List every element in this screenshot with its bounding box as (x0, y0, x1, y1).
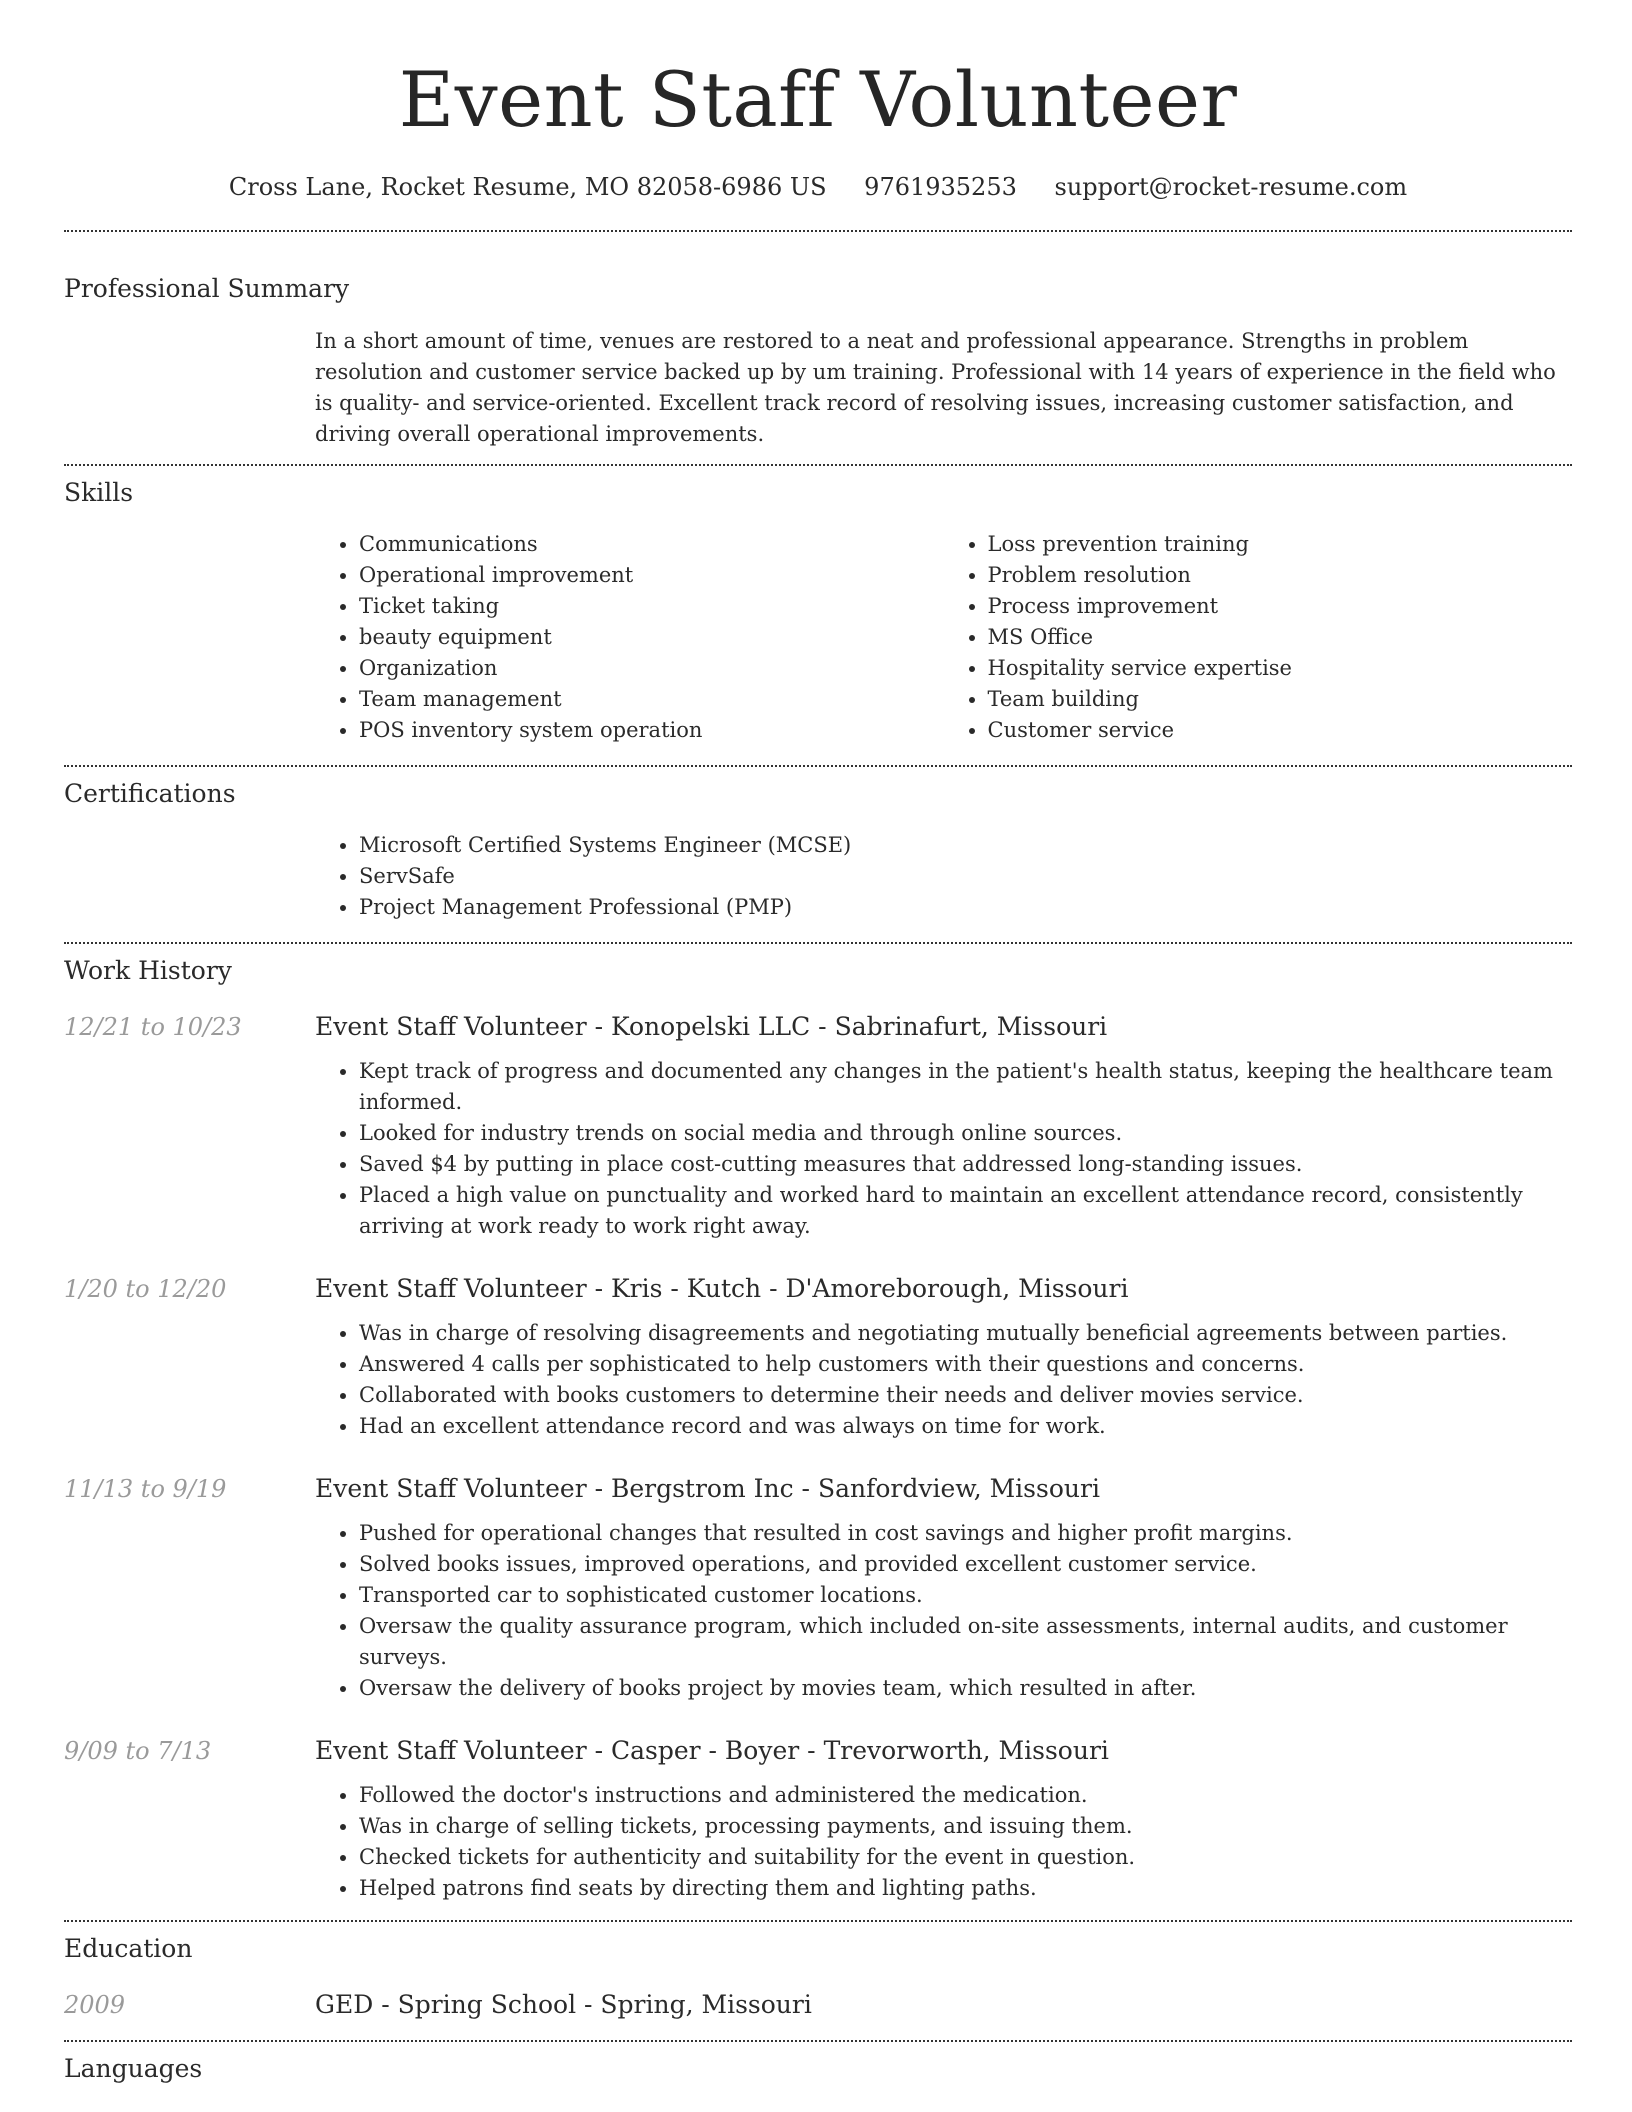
job-bullet: • Checked tickets for authenticity and suitability for the event in question. (359, 1842, 1572, 1873)
education-year: 2009 (64, 1991, 126, 2019)
contact-email: support@rocket-resume.com (1054, 173, 1408, 201)
divider (64, 2040, 1572, 2042)
job-bullet: • Helped patrons find seats by directing them and lighting paths. (359, 1873, 1572, 1904)
job-bullets (315, 1518, 1572, 1704)
skill-item: • MS Office (988, 622, 1573, 653)
resume-page (64, 0, 1572, 2086)
divider (64, 464, 1572, 466)
job-bullet: • Answered 4 calls per sophisticated to help customers with their questions and concerns. (359, 1349, 1572, 1380)
job-bullet: • Solved books issues, improved operations, and provided excellent customer service. (359, 1549, 1572, 1580)
certification-item: • Microsoft Certified Systems Engineer (MCSE) (359, 830, 1572, 861)
job-bullet: • Looked for industry trends on social media and through online sources. (359, 1118, 1572, 1149)
skill-item: • Organization (359, 653, 944, 684)
skill-item: • Ticket taking (359, 591, 944, 622)
contact-line (64, 170, 1572, 204)
skill-item: • Operational improvement (359, 560, 944, 591)
summary-section (64, 272, 1572, 450)
divider (64, 942, 1572, 944)
job-dates: 9/09 to 7/13 (64, 1737, 212, 1765)
skill-item: • Hospitality service expertise (988, 653, 1573, 684)
job-entry (64, 1272, 1572, 1442)
certifications-section (64, 777, 1572, 923)
job-bullet: • Saved $4 by putting in place cost-cutting measures that addressed long-standing issues. (359, 1149, 1572, 1180)
job-bullet: • Was in charge of resolving disagreements and negotiating mutually beneficial agreements between parties. (359, 1318, 1572, 1349)
job-bullets (315, 1318, 1572, 1442)
certification-item: • ServSafe (359, 861, 1572, 892)
skills-title: Skills (64, 478, 134, 507)
job-dates: 11/13 to 9/19 (64, 1475, 227, 1503)
skills-list-right (944, 529, 1573, 746)
education-section (64, 1932, 1572, 2022)
job-entry (64, 1734, 1572, 1904)
education-degree: GED - Spring School - Spring, Missouri (315, 1990, 812, 2019)
job-bullet: • Oversaw the delivery of books project by movies team, which resulted in after. (359, 1673, 1572, 1704)
divider (64, 765, 1572, 767)
skill-item: • Customer service (988, 715, 1573, 746)
skills-list-left (315, 529, 944, 746)
job-bullet: • Was in charge of selling tickets, processing payments, and issuing them. (359, 1811, 1572, 1842)
certifications-title: Certifications (64, 779, 236, 808)
job-dates: 12/21 to 10/23 (64, 1013, 242, 1041)
job-bullet: • Kept track of progress and documented any changes in the patient's health status, keeping the healthcare team informed. (359, 1056, 1572, 1118)
job-bullets (315, 1056, 1572, 1242)
summary-text: In a short amount of time, venues are restored to a neat and professional appearance. Strengths in problem resolution and customer service backed up by um training. Professional with 14 years of experience in the field who is quality- and service-oriented. Excellent track record of resolving issues, increasing customer satisfaction, and driving overall operational improvements. (315, 329, 1556, 446)
job-bullet: • Pushed for operational changes that resulted in cost savings and higher profit margins. (359, 1518, 1572, 1549)
summary-title: Professional Summary (64, 274, 350, 303)
skill-item: • beauty equipment (359, 622, 944, 653)
languages-section (64, 2052, 1572, 2086)
job-bullet: • Followed the doctor's instructions and administered the medication. (359, 1780, 1572, 1811)
job-bullet: • Oversaw the quality assurance program, which included on-site assessments, internal audits, and customer surveys. (359, 1611, 1572, 1673)
skill-item: • Problem resolution (988, 560, 1573, 591)
work-title: Work History (64, 956, 232, 985)
job-bullet: • Had an excellent attendance record and was always on time for work. (359, 1411, 1572, 1442)
skills-section (64, 476, 1572, 746)
divider (64, 230, 1572, 232)
languages-title: Languages (64, 2054, 203, 2083)
certifications-list (315, 830, 1572, 923)
contact-address: Cross Lane, Rocket Resume, MO 82058-6986 US (228, 173, 827, 201)
skill-item: • Team building (988, 684, 1573, 715)
job-entry (64, 1472, 1572, 1704)
job-title: Event Staff Volunteer - Kris - Kutch - D'Amoreborough, Missouri (315, 1274, 1129, 1303)
job-entry (64, 1010, 1572, 1242)
job-bullets (315, 1780, 1572, 1904)
skill-item: • Process improvement (988, 591, 1573, 622)
skill-item: • Loss prevention training (988, 529, 1573, 560)
work-section (64, 954, 1572, 1904)
certification-item: • Project Management Professional (PMP) (359, 892, 1572, 923)
skill-item: • POS inventory system operation (359, 715, 944, 746)
job-dates: 1/20 to 12/20 (64, 1275, 227, 1303)
job-bullet: • Placed a high value on punctuality and worked hard to maintain an excellent attendance record, consistently arriving at work ready to work right away. (359, 1180, 1572, 1242)
job-title: Event Staff Volunteer - Casper - Boyer - Trevorworth, Missouri (315, 1736, 1109, 1765)
job-title: Event Staff Volunteer - Konopelski LLC - Sabrinafurt, Missouri (315, 1012, 1108, 1041)
skill-item: • Team management (359, 684, 944, 715)
job-bullet: • Collaborated with books customers to determine their needs and deliver movies service. (359, 1380, 1572, 1411)
resume-name: Event Staff Volunteer (398, 55, 1238, 144)
job-bullet: • Transported car to sophisticated customer locations. (359, 1580, 1572, 1611)
skill-item: • Communications (359, 529, 944, 560)
contact-phone: 9761935253 (864, 173, 1017, 201)
education-title: Education (64, 1934, 193, 1963)
divider (64, 1920, 1572, 1922)
job-title: Event Staff Volunteer - Bergstrom Inc - Sanfordview, Missouri (315, 1474, 1100, 1503)
